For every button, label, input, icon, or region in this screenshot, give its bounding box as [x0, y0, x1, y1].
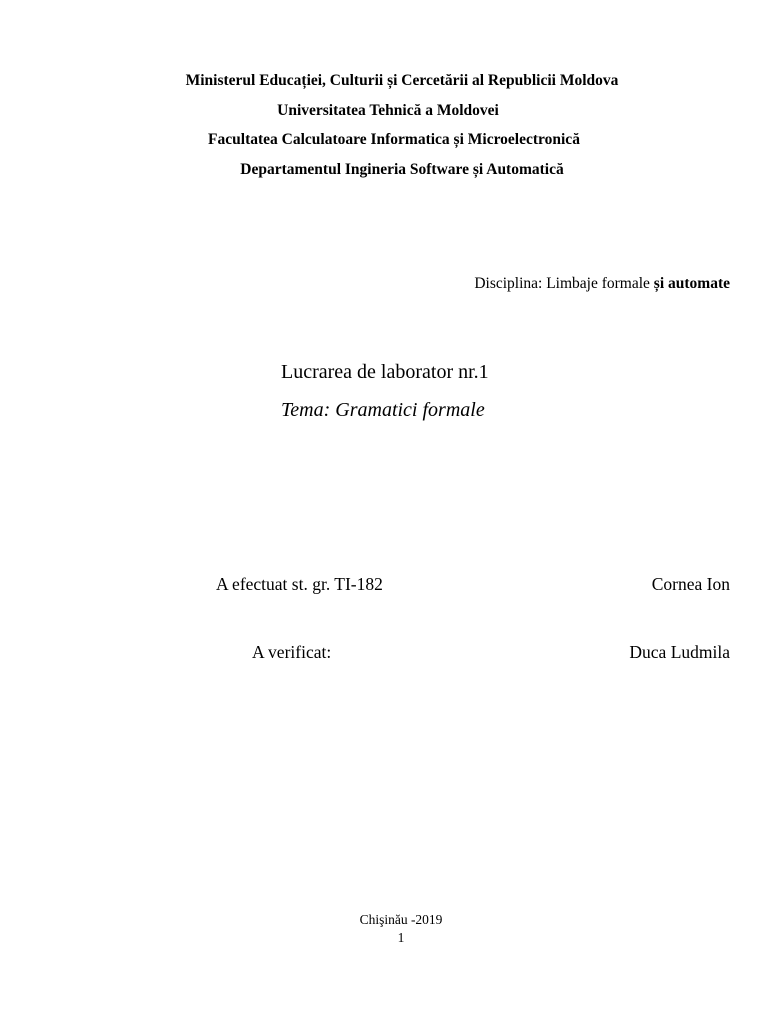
performed-by-name: Cornea Ion — [651, 574, 730, 594]
checked-by-name: Duca Ludmila — [629, 642, 730, 662]
discipline-prefix: Disciplina: Limbaje formale — [474, 275, 654, 292]
page-footer — [0, 911, 768, 947]
lab-topic: Tema: Gramatici formale — [281, 399, 485, 421]
institution-header — [0, 66, 768, 184]
lab-title: Lucrarea de laborator nr.1 — [281, 361, 489, 383]
ministry-name: Ministerul Educației, Culturii și Cercetării al Republicii Moldova — [185, 72, 619, 89]
page-number: 1 — [397, 930, 405, 945]
university-name: Universitatea Tehnică a Moldovei — [277, 101, 499, 119]
department-name: Departamentul Ingineria Software și Automatică — [240, 160, 564, 178]
discipline-line — [474, 274, 730, 294]
checked-by-label: A verificat: — [252, 642, 332, 662]
performed-by-label: A efectuat st. gr. TI-182 — [216, 574, 383, 594]
faculty-name: Facultatea Calculatoare Informatica și Microelectronică — [208, 131, 580, 148]
place-year: Chişinău -2019 — [359, 912, 443, 927]
discipline-suffix: și automate — [653, 275, 730, 292]
